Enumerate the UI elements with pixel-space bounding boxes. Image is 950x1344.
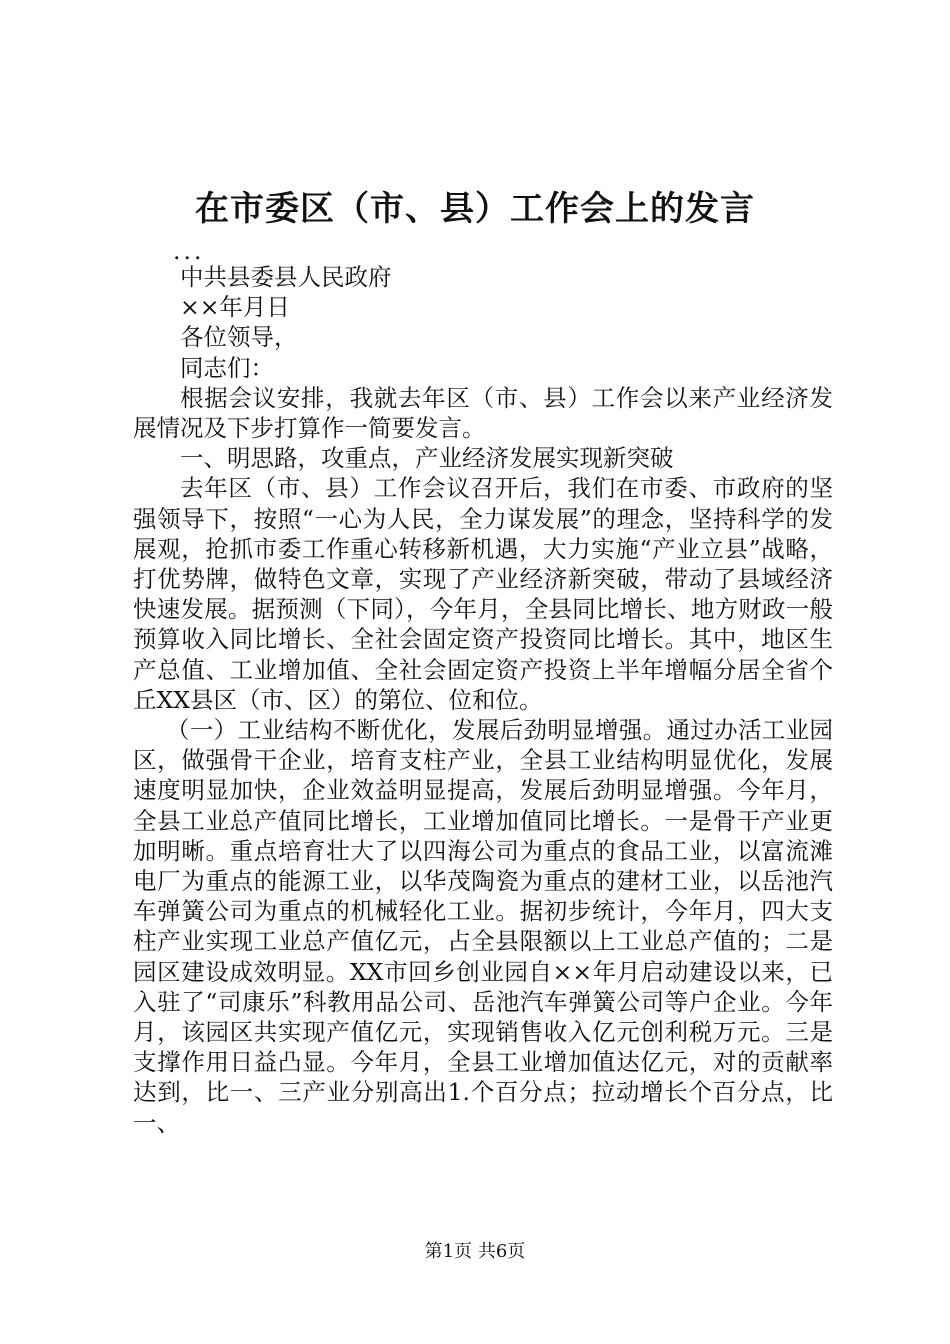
sender-line: 中共县委县人民政府 — [180, 263, 392, 291]
intro-paragraph: 根据会议安排，我就去年区（市、县）工作会以来产业经济发展情况及下步打算作一简要发言。 — [133, 383, 833, 443]
body-paragraph: 去年区（市、县）工作会议召开后，我们在市委、市政府的坚强领导下，按照“一心为人民，全力谋发展”的理念，坚持科学的发展观，抢抓市委工作重心转移新机遇，大力实施“产业立县”战略，打优势牌，做特色文章，实现了产业经济新突破，带动了县域经济快速发展。据预测（下同），今年月，全县同比增长、地方财政一般预算收入同比增长、全社会固定资产投资同比增长。其中，地区生产总值、工业增加值、全社会固定资产投资上半年增幅分居全省个丘XX县区（市、区）的第位、位和位。 — [133, 474, 833, 714]
document-body — [133, 237, 833, 1138]
salutation-comrades: 同志们： — [180, 353, 274, 382]
document-title: 在市委区（市、县）工作会上的发言 — [195, 189, 755, 229]
subsection-paragraph: （一）工业结构不断优化，发展后劲明显增强。通过办活工业园区，做强骨干企业，培育支柱产业，全县工业结构明显优化，发展速度明显加快，企业效益明显提高，发展后劲明显增强。今年月，全县工业总产值同比增长，工业增加值同比增长。一是骨干产业更加明晰。重点培育壮大了以四海公司为重点的食品工业，以富流滩电厂为重点的能源工业，以华茂陶瓷为重点的建材工业，以岳池汽车弹簧公司为重点的机械轻化工业。据初步统计，今年月，四大支柱产业实现工业总产值亿元，占全县限额以上工业总产值的；二是园区建设成效明显。XX市回乡创业园自××年月启动建设以来，已入驻了“司康乐”科教用品公司、岳池汽车弹簧公司等户企业。今年月，该园区共实现产值亿元，实现销售收入亿元创利税万元。三是支撑作用日益凸显。今年月，全县工业增加值达亿元，对的贡献率达到，比一、三产业分别高出1.个百分点；拉动增长个百分点，比一、 — [133, 716, 833, 1137]
section-heading: 一、明思路，攻重点，产业经济发展实现新突破 — [180, 444, 674, 473]
ellipsis-mark: ... — [173, 237, 205, 265]
salutation-leaders: 各位领导， — [180, 323, 298, 352]
page-number: 第1页 共6页 — [424, 1241, 526, 1262]
date-line: ××年月日 — [180, 293, 290, 322]
